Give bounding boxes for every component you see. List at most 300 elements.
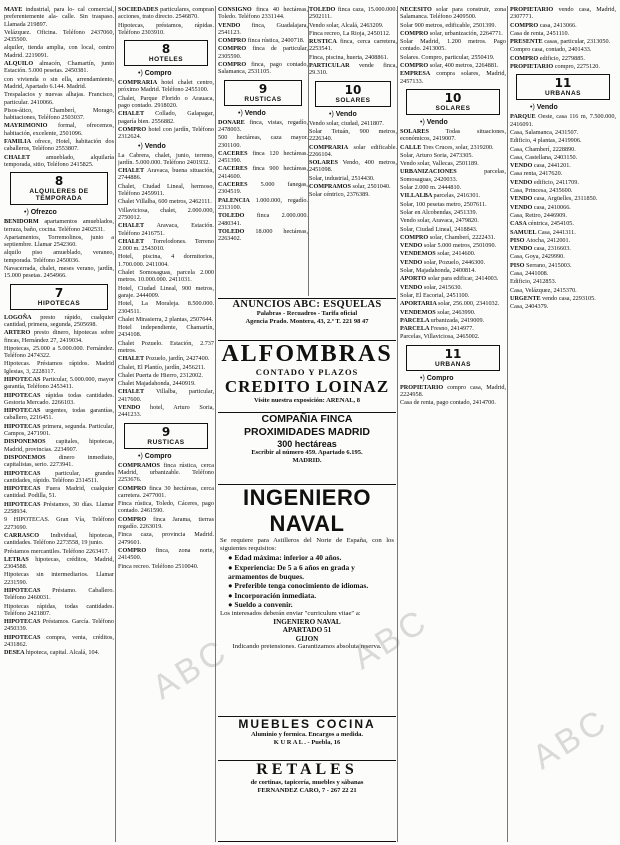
ad-keyword: HIPOTECAS — [4, 391, 46, 399]
classified-ad — [118, 6, 214, 21]
ad-text: casa, 2316603. — [533, 245, 571, 253]
ad-text: casa, 2441201. — [533, 162, 571, 170]
classified-ad — [309, 144, 397, 159]
classified-ad — [309, 22, 397, 29]
ad-text: Atocha, 2412001. — [526, 236, 571, 244]
ad-keyword: HIPOTECAS — [4, 485, 47, 493]
ad-keyword: COMPRO — [218, 61, 252, 69]
classified-ad — [118, 340, 214, 355]
section-header-hoteles — [124, 40, 208, 66]
classified-ad — [400, 217, 506, 224]
ad-text: Vendo solar, Alcalá, 2463209. — [309, 21, 384, 29]
classified-ad — [4, 91, 114, 106]
requirement-item: ● Edad máxima: inferior a 40 años. — [228, 553, 342, 563]
banner-line: FERNANDEZ CARO, 7 - 267 22 21 — [257, 787, 357, 794]
section-number: 8 — [161, 42, 171, 57]
classified-ad — [400, 22, 506, 29]
ad-keyword: COMPRO — [510, 21, 540, 29]
ad-keyword: COMPRAMOS — [309, 183, 353, 191]
subheading-ofrezco: •) Ofrezco — [24, 209, 114, 216]
classified-ad — [510, 146, 616, 153]
classified-ad — [510, 245, 616, 252]
classified-ad — [118, 355, 214, 362]
classified-ad — [118, 547, 214, 562]
ad-text: Edificio, 2412853. — [510, 278, 557, 286]
ad-keyword: VENDO — [400, 283, 424, 291]
ad-keyword: CHALET — [118, 222, 157, 230]
ad-text: casas, particular, 2313050. — [544, 38, 611, 46]
classified-ad — [400, 284, 506, 291]
ad-keyword: LETRAS — [4, 555, 36, 563]
classified-ad — [4, 107, 114, 122]
classified-ad — [4, 29, 114, 44]
section-number: 11 — [554, 76, 572, 91]
ad-keyword: SOLARES — [400, 127, 446, 135]
classified-ad — [118, 222, 214, 237]
classified-ad — [4, 60, 114, 75]
ad-text: urgentes, todas garantías, caballero, 2216451. — [4, 407, 114, 422]
ad-keyword: COMPRO — [400, 233, 430, 241]
ad-text: Compro casa, contado, 2401433. — [510, 46, 592, 54]
subheading-vendo: •) Vendo — [138, 143, 214, 150]
ad-text: hotel con jardín, Teléfono 2312624. — [118, 125, 214, 141]
classified-ad — [400, 267, 506, 274]
section-header-solares — [406, 89, 500, 115]
classified-ad — [4, 501, 114, 516]
ad-text: Torrelodones. Terreno 2.000 m. 2543010. — [118, 237, 214, 253]
subheading-compro: •) Compro — [138, 70, 214, 77]
ad-keyword: FAMILIA — [4, 138, 35, 146]
classified-ad — [400, 30, 506, 37]
column-1 — [4, 6, 114, 842]
ad-text: primera, segunda. Particular, Campos, 2471901. — [4, 422, 114, 438]
classified-ad — [4, 470, 114, 485]
ad-keyword: PROPIETARIO — [510, 63, 555, 71]
ad-text: Casa, Retiro, 2446909. — [510, 211, 567, 219]
classified-ad — [400, 6, 506, 21]
ad-text: edificio, 2279885. — [539, 54, 585, 62]
column-rule — [115, 6, 116, 842]
ad-text: Casa de renta, pago contado, 2414700. — [400, 399, 496, 407]
classified-ad — [309, 120, 397, 127]
ad-text: Préstamos. García. Teléfono 2450339. — [4, 618, 114, 633]
ad-text: Chalet, Parque Florido o Arauaca, pago contado. 2918020. — [118, 94, 214, 110]
classified-ad — [4, 234, 114, 249]
ad-text: Chalet Puerta de Hierro, 2312002. — [118, 371, 203, 379]
classified-ad — [309, 6, 397, 21]
ad-text: Casa, Princesa, 2435600. — [510, 187, 573, 195]
ad-keyword: COMPRO — [118, 125, 149, 133]
classified-ad — [309, 54, 397, 61]
address-line: GIJON — [295, 634, 319, 643]
banner-ingeniero-naval — [218, 484, 396, 712]
classified-ad — [118, 253, 214, 268]
ad-keyword: PROPIETARIO — [400, 383, 448, 391]
classified-ad — [118, 516, 214, 531]
ad-text: Hotel, piscina, 4 dormitorios, 1.700.000. 2411004. — [118, 253, 214, 268]
banner-line: Agencia Prado. Montera, 43, 2.º T. 221 98 47 — [245, 318, 369, 325]
banner-title: INGENIERO NAVAL — [243, 485, 371, 536]
classified-ad — [118, 563, 214, 570]
ad-text: alquilo piso amueblado, veraneo, temporada. Teléfono 2450036. — [4, 249, 114, 264]
ad-keyword: SOCIEDADES — [118, 6, 161, 13]
ads-list — [4, 218, 114, 279]
ad-text: Casa, 2404379. — [510, 303, 549, 311]
classified-ad — [400, 184, 506, 191]
ad-keyword: CASA — [510, 220, 529, 228]
ad-text: compro, 2275120. — [554, 63, 600, 71]
requirement-item: ● Sueldo a convenir. — [228, 600, 293, 610]
banner-brand: CREDITO LOINAZ — [224, 377, 390, 396]
classified-ad — [400, 144, 506, 151]
banner-closing: Indicando pretensiones. Garantizamos absoluta reserva. — [232, 642, 382, 650]
classified-ad — [400, 152, 506, 159]
section-title: SOLARES — [435, 104, 471, 112]
classified-ad — [510, 55, 616, 62]
column-3 — [218, 6, 308, 296]
banner-title: MUEBLES COCINA — [238, 717, 376, 731]
ad-text: Préstamos, 30 días. Llamar 2258934. — [4, 500, 114, 516]
classified-ad — [4, 423, 114, 438]
ads-list — [118, 152, 214, 419]
ad-text: Solar, 100 pesetas metro, 2507611. — [400, 200, 487, 208]
ad-text: Individual, hipotecas, cantidades. Teléfono 2273558, 19 junio. — [4, 531, 114, 547]
classified-ad — [510, 187, 616, 194]
classified-ad — [118, 404, 214, 419]
classified-ad — [400, 70, 506, 85]
ad-text: Hipotecas, 25.000 a 5.000.000. Fernández. Teléfono 2474322. — [4, 344, 114, 360]
classified-ad — [510, 229, 616, 236]
ad-keyword: DESEA — [4, 649, 26, 657]
ad-text: Navacerrada, chalet, meses verano, jardín, 15.000 pesetas. 2454966. — [4, 265, 114, 280]
subheading-vendo: •) Vendo — [530, 104, 616, 111]
ad-keyword: CONSIGNO — [218, 6, 257, 13]
classified-ad — [4, 345, 114, 360]
classified-ad — [400, 128, 506, 143]
ad-text: finca, Guadalajara, 2541123. — [218, 21, 308, 36]
ad-text: rápidas todas cantidades. Gestoria Mercado. 2266103. — [4, 391, 114, 406]
classified-ad — [4, 454, 114, 469]
ad-text: Casa, Salamanca, 2431507. — [510, 128, 579, 136]
classified-ad — [400, 54, 506, 61]
ad-text: Vendo solar, Vallecas, 2501189. — [400, 160, 479, 168]
section-header-hipotecas — [10, 284, 108, 310]
ad-text: Casa, Velázquez, 2415370. — [510, 286, 577, 294]
classified-ad — [510, 170, 616, 177]
banner-subtitle: 300 hectáreas — [277, 439, 337, 449]
classified-ad — [400, 192, 506, 199]
banner-title: RETALES — [256, 761, 358, 778]
ad-keyword: VENDO — [510, 178, 534, 186]
classified-ad — [118, 372, 214, 379]
ad-text: finca rústica, cerca Madrid, urbanizable. Teléfono 2253676. — [118, 461, 214, 484]
ad-text: finca de particular, 2305590. — [218, 45, 308, 60]
ad-text: solar, urbanización, 2264771. — [429, 29, 503, 37]
ad-text: Casa, 2441008. — [510, 270, 549, 278]
classified-ad — [400, 399, 506, 406]
column-rule — [397, 6, 398, 842]
classified-ad — [4, 587, 114, 602]
ad-keyword: ARTERO — [4, 329, 34, 337]
section-number: 8 — [54, 174, 64, 189]
ad-keyword: MAYRIMONIO — [4, 122, 59, 130]
ad-keyword: EMPRESA — [400, 70, 437, 78]
ad-text: Hotel, Ciudad Lineal, 900 metros, garaje. 2444009. — [118, 284, 214, 299]
ad-text: Solares. Compro, particular, 2550419. — [400, 53, 495, 61]
classified-ad — [510, 262, 616, 269]
classified-ad — [510, 38, 616, 45]
classified-ad — [309, 159, 397, 174]
watermark-stamp: ABC — [345, 601, 436, 677]
classified-ad — [218, 165, 308, 180]
classified-ad — [400, 160, 506, 167]
classified-ad — [118, 95, 214, 110]
ad-text: hotel chalet centro, próximo Madrid. Teléfono 2455100. — [118, 79, 214, 94]
ad-text: 9 HIPOTECAS. Gran Vía, Teléfono 2273690. — [4, 516, 114, 531]
section-title: RUSTICAS — [244, 95, 282, 103]
classified-ad — [118, 167, 214, 182]
ad-text: Chalet, El Plantío, jardín, 2456211. — [118, 363, 206, 371]
classified-ad — [4, 265, 114, 280]
ad-text: Fuera Madrid, cualquier cantidad. Podilla, 51. — [4, 485, 114, 500]
classified-ad — [400, 333, 506, 340]
ad-text: Solar Madrid, 1.200 metros. Pago contado. 2413005. — [400, 38, 506, 53]
classified-ad — [400, 250, 506, 257]
ad-text: Oeste, casa 116 m, 7.500.000, 2416091. — [510, 113, 616, 128]
classified-ad — [218, 45, 308, 60]
ad-text: Edificio, 4 plantas, 2419906. — [510, 137, 582, 145]
ad-keyword: VENDO — [400, 258, 424, 266]
classified-ad — [218, 22, 308, 37]
section-header-urbanas — [516, 74, 610, 100]
ad-keyword: VENDO — [218, 21, 252, 29]
ad-text: solar, 2414600. — [437, 250, 476, 258]
ad-text: Hipotecas. Préstamos rápidos. Madrid Iglesias, 3, 2228117. — [4, 360, 114, 375]
classified-ad — [4, 154, 114, 169]
ad-text: parcelas, 2416301. — [433, 192, 481, 200]
ad-text: particular, grandes cantidades, rápido. Teléfono 2314511. — [4, 469, 114, 484]
classified-ad — [4, 249, 114, 264]
banner-title: ANUNCIOS ABC: ESQUELAS — [232, 299, 382, 310]
requirement-item: ● Preferible tenga conocimiento de idiomas. — [228, 581, 369, 591]
ad-keyword: CHALET — [4, 153, 46, 161]
ad-text: finca, pago contado, Salamanca, 2531105. — [218, 61, 308, 76]
classified-ad — [118, 207, 214, 222]
classified-ad — [510, 237, 616, 244]
ad-keyword: APORTARIA — [400, 300, 438, 308]
classified-ad — [118, 316, 214, 323]
classified-ad — [118, 152, 214, 167]
ad-keyword: SOLARES — [309, 159, 343, 167]
ad-text: Collado, Galapagar, pagaría bien. 2556882. — [118, 110, 214, 125]
ad-keyword: COMPRO — [118, 515, 154, 523]
section-title: RUSTICAS — [147, 438, 185, 446]
ad-text: Vendo solar, Aravaca, 2479820. — [400, 217, 479, 225]
classified-ad — [510, 204, 616, 211]
ad-keyword: COMPRARIA — [118, 79, 162, 87]
ad-text: Aravaca, Estación. Teléfono 2416751. — [118, 222, 214, 237]
classified-ad — [400, 275, 506, 282]
ad-keyword: CACERES — [218, 181, 261, 189]
ad-keyword: VENDO — [510, 245, 534, 253]
ad-text: finca, zona norte, 2414500. — [118, 546, 214, 562]
ad-text: compra, venta, créditos, 2431862. — [4, 633, 114, 649]
ad-keyword: NECESITO — [400, 6, 436, 13]
ad-text: vendo casa, 2293105. — [542, 294, 596, 302]
ad-keyword: PARQUE — [510, 113, 539, 121]
banner-line: K U R A L . - Puebla, 16 — [273, 739, 341, 746]
classified-ad — [400, 325, 506, 332]
classified-ad — [4, 360, 114, 375]
subheading-compro: •) Compro — [420, 375, 506, 382]
section-number: 9 — [161, 424, 171, 439]
column-rule — [215, 6, 216, 842]
ad-text: Vendo, 400 metros, 2451098. — [309, 159, 397, 174]
ad-text: casa, Argüelles, 2311850. — [533, 195, 598, 203]
classified-ad — [400, 292, 506, 299]
column-5 — [400, 6, 506, 842]
ad-text: Solar céntrico, 2376389. — [309, 191, 370, 199]
ad-keyword: VENDO — [510, 203, 534, 211]
ad-text: Aravaca, buena situación, 2744886. — [118, 167, 214, 182]
classified-ad — [118, 79, 214, 94]
classified-ad — [510, 30, 616, 37]
classified-ad — [218, 197, 308, 212]
classified-ad — [4, 548, 114, 555]
ad-text: solar para edificar, 2414003. — [427, 275, 499, 283]
classified-ad — [400, 384, 506, 399]
banner-anuncios-abc — [218, 298, 396, 339]
ad-text: céntrica, 2454105. — [528, 220, 574, 228]
banner-line: Escribir al número 459. Apartado 6.195. — [251, 449, 363, 456]
ad-text: finca 30 hectáreas, cerca carretera. 2477001. — [118, 484, 214, 499]
ad-text: almacén, Chamartín, junto Estación. 5.000 pesetas. 2450381. — [4, 60, 114, 75]
ad-keyword: COMPRO — [118, 546, 156, 554]
ad-text: hipoteca, capital. Alcalá, 104. — [25, 649, 100, 657]
classified-ad — [4, 571, 114, 586]
classified-ad — [118, 22, 214, 37]
ad-text: finca caza, 15.000.000. 2502111. — [309, 6, 397, 21]
requirement-item: ● Experiencia: De 5 a 6 años en grada y armamentos de buques. — [228, 562, 355, 581]
classified-ad — [218, 119, 308, 134]
ad-keyword: COMPRAMOS — [118, 461, 164, 469]
classified-ad — [4, 376, 114, 391]
classified-ad — [218, 150, 308, 165]
classified-ad — [510, 63, 616, 70]
ad-text: formal, ofrecemos, habitación, excelente, 2501096. — [4, 122, 114, 137]
banner-title: ALFOMBRAS — [221, 341, 393, 367]
ad-text: Hipotecas sin intermediarios. Llamar 2231590. — [4, 571, 114, 586]
classified-ad — [510, 6, 616, 21]
ad-text: edificio, 2411709. — [533, 178, 579, 186]
ad-text: Solar Tetuán, 900 metros, 2226340. — [309, 127, 397, 143]
ad-text: Apartamentos, Torremolinos, junio a septiembre. Llamar 2542360. — [4, 233, 114, 249]
section-number: 10 — [444, 90, 462, 105]
ad-text: casa, 2413066. — [539, 21, 577, 29]
ad-keyword: LOGOÑA — [4, 313, 41, 321]
ad-text: Particular, 5.000.000, mayor garantía, Teléfono 2453411. — [4, 375, 114, 391]
classified-ad — [118, 269, 214, 284]
ad-text: industrial, para lo- cal comercial, preferentemente ala- calle. Sin traspaso. Llamada 219897. — [4, 6, 114, 28]
classified-ad — [118, 500, 214, 515]
classified-ad — [510, 113, 616, 128]
ad-text: Casa, Goya, 2429990. — [510, 253, 565, 261]
ads-list — [4, 6, 114, 168]
ad-keyword: PARCELA — [400, 325, 431, 333]
ad-text: finca 2.000.000. 2480341. — [218, 212, 308, 227]
ad-text: finca 40 hectáreas, Toledo. Teléfono 2331144. — [218, 6, 308, 21]
section-title: HOTELES — [148, 56, 184, 64]
ad-keyword: COMPRO — [400, 62, 430, 70]
section-title: URBANAS — [545, 90, 581, 98]
classified-ad — [4, 438, 114, 453]
ad-text: 5.000 fanegas, 2304519. — [218, 181, 308, 196]
banner-line: Palabras - Recuadros - Tarifa oficial — [256, 310, 358, 317]
classified-ad — [118, 183, 214, 198]
ad-keyword: DISPONEMOS — [4, 453, 59, 461]
ad-text: presto dinero, hipotecas sobre fincas, Hernández 27, 2419034. — [4, 329, 114, 344]
ad-keyword: HIPOTECAS — [4, 469, 56, 477]
banner-intro: Se requiere para Astilleros del Norte de España, con los siguientes requisitos: — [220, 537, 394, 553]
column-rule — [308, 6, 309, 296]
classified-ad — [118, 126, 214, 141]
ad-text: 500 hectáreas, caza mayor. 2301100. — [218, 134, 308, 149]
ad-text: capitales, hipotecas, Madrid, provincias. 2234907. — [4, 438, 114, 453]
ad-text: Vendo solar, ciudad, 2411807. — [309, 119, 384, 127]
ad-text: Solar 2.000 m. 2444810. — [400, 184, 462, 192]
classified-ad — [4, 44, 114, 59]
classified-ad — [4, 314, 114, 329]
subheading-vendo: •) Vendo — [329, 111, 397, 118]
classified-ad — [118, 462, 214, 484]
ad-text: Casa renta, 2417620. — [510, 170, 563, 178]
ad-keyword: PARCELA — [400, 316, 431, 324]
banner-title: COMPAÑIA FINCA — [261, 413, 353, 425]
ad-text: Hipotecas rápidas, todas cantidades. Teléfono 2421807. — [4, 602, 114, 617]
ad-text: Chalet Somosaguas, parcela 2.000 metros. 10.000.000. 2411031. — [118, 269, 214, 284]
section-number: 7 — [54, 285, 64, 300]
subheading-compro: •) Compro — [138, 453, 214, 460]
classified-ad — [510, 22, 616, 29]
section-title: HIPOTECAS — [37, 299, 81, 307]
ad-keyword: CHALET — [118, 167, 148, 175]
classified-ad — [4, 407, 114, 422]
ad-text: Chalet Mirasierra, 2 plantas, 2507644. — [118, 315, 214, 323]
ad-text: con vivienda o sin ella, arrendamiento, Madrid, Apartado 6.144. Madrid. — [4, 75, 114, 90]
ad-keyword: DONARE — [218, 118, 250, 126]
ad-text: Casa, Castellana, 2403150. — [510, 153, 578, 161]
banner-line: MADRID. — [292, 457, 322, 464]
ad-text: Villalba, particular, 2417600. — [118, 388, 214, 403]
classified-ad — [4, 516, 114, 531]
classified-ad — [510, 129, 616, 136]
ad-text: solar, 256.000, 2341032. — [438, 300, 500, 308]
ad-text: Casa, 2441311. — [537, 228, 576, 236]
classified-ad — [309, 30, 397, 37]
ads-list — [118, 6, 214, 36]
banner-title: PROXIMIDADES MADRID — [243, 426, 370, 438]
address-line: INGENIERO NAVAL — [273, 617, 341, 626]
classified-ad — [400, 242, 506, 249]
ad-text: presto rápido, cualquier cantidad, primera, segunda, 2505698. — [4, 313, 114, 328]
classified-ad — [309, 175, 397, 182]
ad-keyword: DISPONEMOS — [4, 438, 56, 446]
ad-text: Préstamo. Caballero. Teléfono 2460031. — [4, 587, 114, 602]
classified-ad — [4, 122, 114, 137]
ad-text: Velázquez. Oficina. Teléfono 2437060, 2435500. — [4, 28, 114, 44]
classified-ad — [400, 38, 506, 53]
ad-text: casa, 2410066. — [533, 203, 571, 211]
